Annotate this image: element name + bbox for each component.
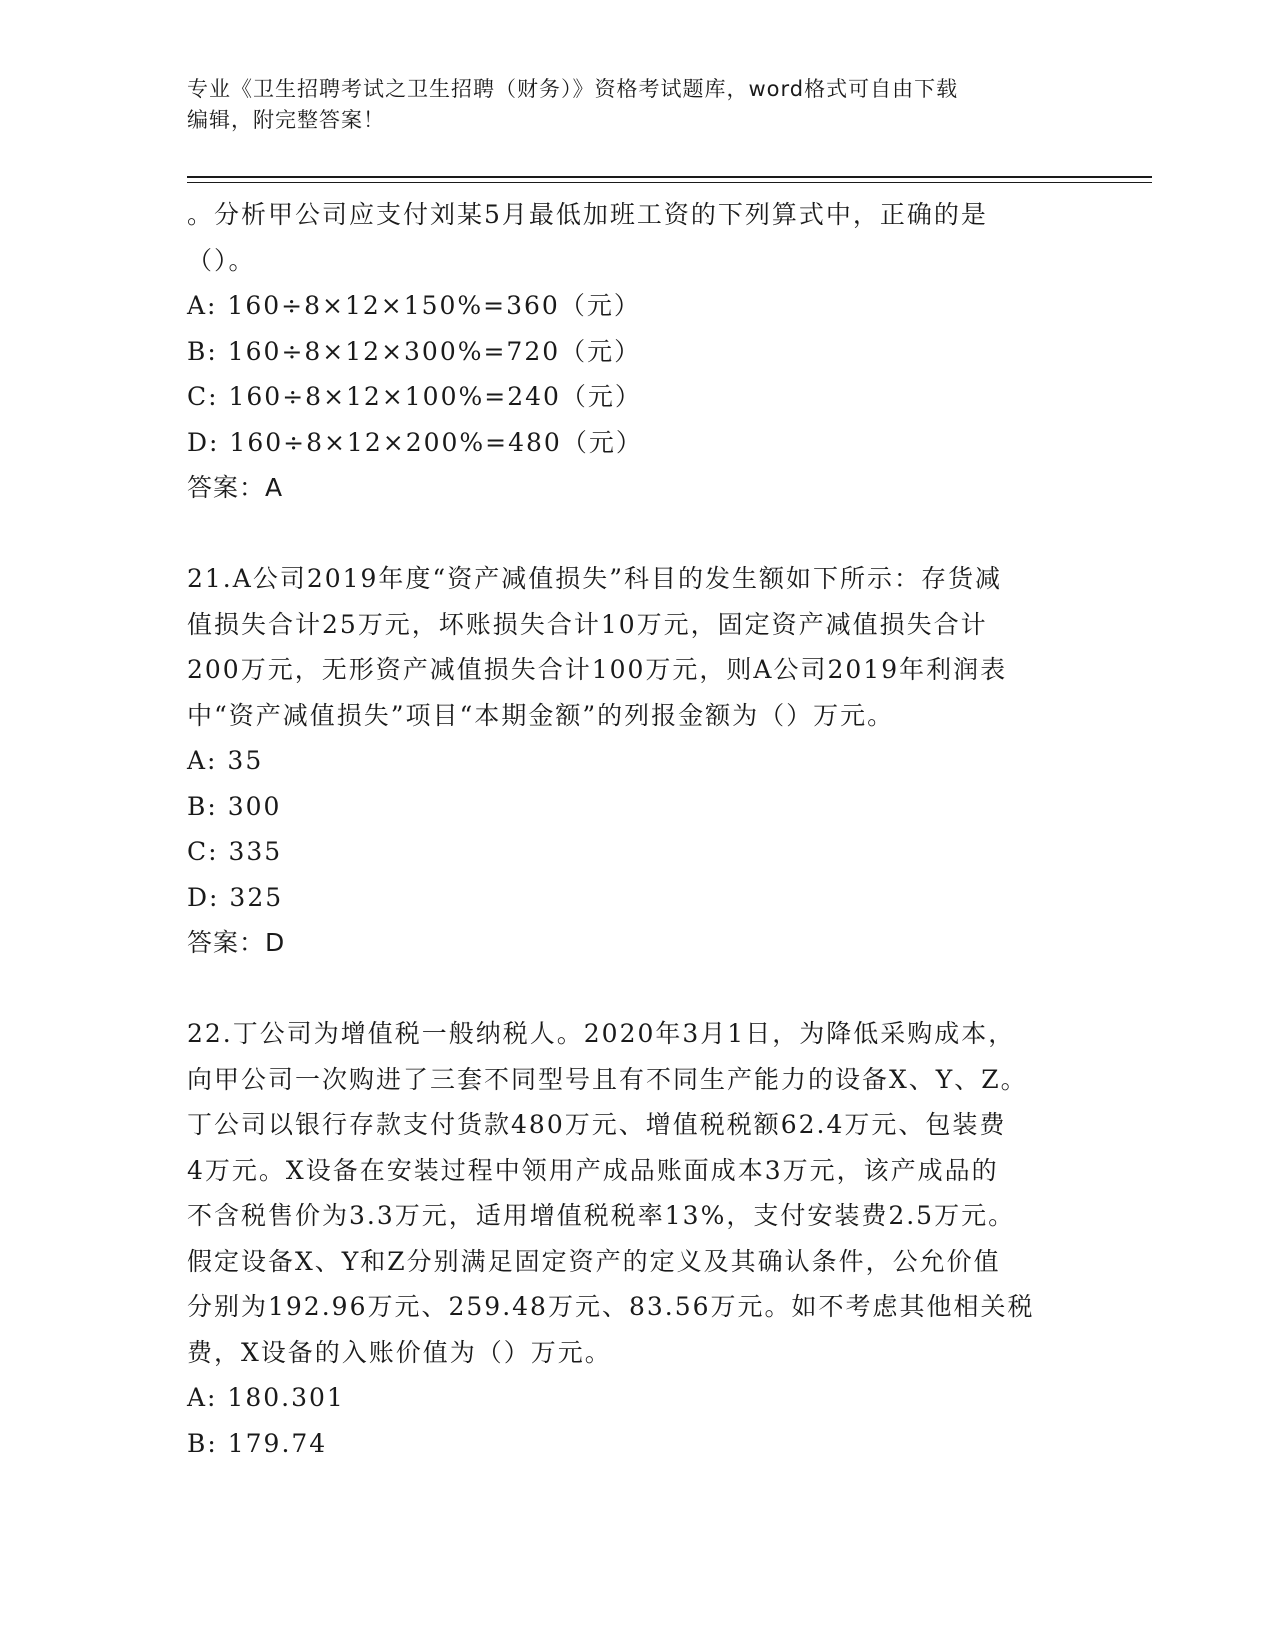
question-stem-line: （）。 — [187, 245, 256, 275]
spacer — [187, 511, 1087, 557]
header-rule-thick — [187, 176, 1152, 178]
option-d: D: 160÷8×12×200%=480（元） — [187, 427, 643, 457]
option-a: A: 160÷8×12×150%=360（元） — [187, 291, 641, 320]
question-stem-line: 分别为192.96万元、259.48万元、83.56万元。如不考虑其他相关税 — [187, 1292, 1035, 1321]
question-22 — [187, 1011, 1087, 1466]
question-stem-line: 丁公司以银行存款支付货款480万元、增值税税额62.4万元、包装费 — [187, 1110, 1007, 1139]
header-line-1: 专业《卫生招聘考试之卫生招聘（财务）》资格考试题库，word格式可自由下载 — [187, 77, 959, 101]
option-c: C: 335 — [187, 837, 283, 866]
option-a: A: 35 — [187, 746, 264, 775]
option-d: D: 325 — [187, 882, 284, 912]
header-rule-thin — [187, 182, 1152, 183]
spacer — [187, 966, 1087, 1012]
question-21 — [187, 556, 1087, 966]
answer-line: 答案：D — [187, 928, 286, 957]
question-stem-line: 。分析甲公司应支付刘某5月最低加班工资的下列算式中，正确的是 — [187, 200, 988, 229]
question-stem-line: 中“资产减值损失”项目“本期金额”的列报金额为（）万元。 — [187, 700, 895, 730]
option-a: A: 180.301 — [187, 1383, 345, 1412]
header-line-2: 编辑，附完整答案！ — [187, 108, 385, 132]
document-header — [187, 74, 1067, 136]
option-b: B: 160÷8×12×300%=720（元） — [187, 336, 642, 366]
question-stem-line: 22.丁公司为增值税一般纳税人。2020年3月1日，为降低采购成本， — [187, 1019, 1016, 1048]
answer-line: 答案：A — [187, 473, 284, 502]
question-stem-line: 21.A公司2019年度“资产减值损失”科目的发生额如下所示：存货减 — [187, 564, 1002, 593]
option-b: B: 300 — [187, 791, 282, 821]
question-stem-line: 4万元。X设备在安装过程中领用产成品账面成本3万元，该产成品的 — [187, 1155, 999, 1185]
question-stem-line: 不含税售价为3.3万元，适用增值税税率13%，支付安装费2.5万元。 — [187, 1201, 1016, 1230]
option-b: B: 179.74 — [187, 1428, 328, 1458]
question-stem-line: 费，X设备的入账价值为（）万元。 — [187, 1337, 612, 1367]
question-stem-line: 向甲公司一次购进了三套不同型号且有不同生产能力的设备X、Y、Z。 — [187, 1064, 1028, 1094]
option-c: C: 160÷8×12×100%=240（元） — [187, 382, 642, 411]
document-body — [187, 192, 1087, 1466]
question-stem-line: 值损失合计25万元，坏账损失合计10万元，固定资产减值损失合计 — [187, 609, 988, 639]
question-stem-line: 假定设备X、Y和Z分别满足固定资产的定义及其确认条件，公允价值 — [187, 1246, 1001, 1276]
question-20 — [187, 192, 1087, 511]
question-stem-line: 200万元，无形资产减值损失合计100万元，则A公司2019年利润表 — [187, 655, 1008, 684]
